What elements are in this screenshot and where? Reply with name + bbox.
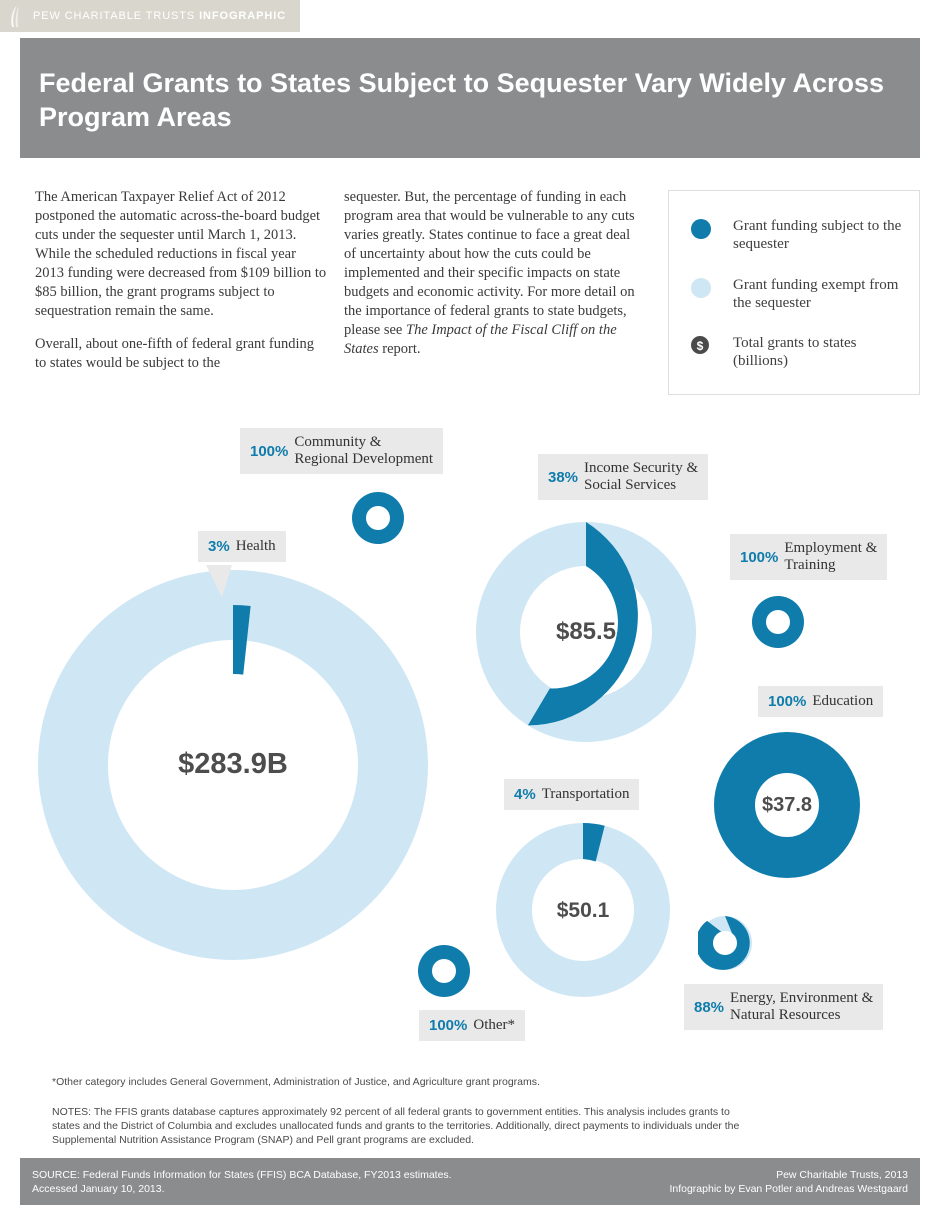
- label-transportation-name: Transportation: [541, 786, 630, 802]
- donut-transportation: [496, 823, 670, 997]
- brand-label: [33, 10, 286, 22]
- source-text: [32, 1168, 452, 1196]
- label-health-name: Health: [235, 538, 276, 554]
- donut-employment: [752, 596, 804, 648]
- footnote-other: *Other category includes General Government, Administration of Justice, and Agriculture grant programs.: [52, 1076, 540, 1088]
- source-line-2: Accessed January 10, 2013.: [32, 1183, 165, 1195]
- donut-transportation-value: $50.1: [556, 899, 610, 922]
- footer-bar: [20, 1158, 920, 1205]
- label-health-pointer-icon: [206, 565, 232, 597]
- intro-column-1: [35, 188, 327, 387]
- label-education-percent: 100%: [768, 693, 807, 710]
- label-transportation-percent: 4%: [514, 786, 536, 803]
- donut-community-value: 3.5: [368, 510, 388, 525]
- donut-energy-value: 4.9: [716, 935, 734, 949]
- label-income-percent: 38%: [548, 468, 579, 486]
- label-energy-percent: 88%: [694, 998, 725, 1016]
- label-health-percent: 3%: [208, 538, 230, 555]
- label-community: [240, 428, 443, 474]
- intro-paragraph-3: [344, 188, 636, 359]
- credit-text: [669, 1168, 908, 1196]
- label-community-name: Community & Regional Development: [294, 434, 434, 467]
- credit-line-1: Pew Charitable Trusts, 2013: [776, 1169, 908, 1181]
- dollar-marker-icon: $: [691, 336, 709, 354]
- legend-subject-swatch-icon: [691, 219, 711, 239]
- label-employment-name: Employment & Training: [784, 540, 878, 573]
- label-other: [419, 1010, 525, 1041]
- label-energy: [684, 984, 883, 1030]
- donut-education-value: $37.8: [761, 794, 813, 816]
- intro-paragraph-1: The American Taxpayer Relief Act of 2012 postponed the automatic across-the-board budget cuts under the sequester until March 1, 2013. While the scheduled reductions in fiscal year 2013 funding were decreased from $109 billion to $85 billion, the grant programs subject to sequestration remain the same.: [35, 189, 327, 319]
- intro-text-b: report.: [378, 341, 421, 357]
- label-education: [758, 686, 883, 717]
- label-employment-percent: 100%: [740, 548, 779, 566]
- donut-education: [714, 732, 860, 878]
- donut-income-value: $85.5: [555, 618, 617, 645]
- donut-energy: [698, 916, 752, 970]
- donut-health-value: $283.9B: [178, 748, 288, 780]
- label-energy-name: Energy, Environment & Natural Resources: [730, 990, 874, 1023]
- label-education-name: Education: [812, 693, 874, 709]
- legend-exempt-label: Grant funding exempt from the sequester: [733, 277, 899, 311]
- brand-label-plain: PEW CHARITABLE TRUSTS: [33, 10, 200, 22]
- legend-subject-label: Grant funding subject to the sequester: [733, 218, 902, 252]
- notes-text: NOTES: The FFIS grants database captures approximately 92 percent of all federal grants to government entities. This analysis includes grants to states and the District of Columbia and excludes unallocated funds and grants to the territories. Additionally, direct payments to individuals under the Supplemental Nutrition Assistance Program (SNAP) and Pell grant programs are excluded.: [52, 1106, 740, 1146]
- intro-text-a: sequester. But, the percentage of funding in each program area that would be vulnerable to any cuts varies greatly. States continue to face a great deal of uncertainty about how the cuts could be implemented and their specific impacts on state budgets and economic activity. For more detail on the importance of federal grants to state budgets, please see: [344, 189, 635, 338]
- donut-other-value: 4.4: [434, 963, 454, 978]
- brand-bar: [0, 0, 300, 32]
- label-employment: [730, 534, 887, 580]
- label-health: [198, 531, 286, 562]
- donut-employment-value: 3.6: [768, 614, 788, 629]
- label-community-percent: 100%: [250, 442, 289, 460]
- legend-exempt-swatch-icon: [691, 278, 711, 298]
- page-title: Federal Grants to States Subject to Sequester Vary Widely Across Program Areas: [39, 68, 885, 132]
- label-transportation: [504, 779, 639, 810]
- source-line-1: SOURCE: Federal Funds Information for States (FFIS) BCA Database, FY2013 estimates.: [32, 1169, 452, 1181]
- label-other-percent: 100%: [429, 1017, 468, 1034]
- label-income-security: [538, 454, 708, 500]
- donut-health: [38, 570, 428, 960]
- label-other-name: Other*: [473, 1017, 516, 1033]
- donut-chart-area: [0, 410, 940, 1070]
- label-income-name: Income Security & Social Services: [584, 460, 699, 493]
- donut-income-security: [476, 522, 696, 742]
- report-title: The Impact of the Fiscal Cliff on the States: [344, 322, 617, 357]
- brand-label-bold: INFOGRAPHIC: [199, 10, 286, 22]
- header-banner: [20, 38, 920, 158]
- intro-paragraph-2: Overall, about one-fifth of federal grant funding to states would be subject to the: [35, 336, 315, 371]
- donut-community: [352, 492, 404, 544]
- legend-total-label: Total grants to states (billions): [733, 335, 857, 369]
- donut-other: [418, 945, 470, 997]
- pew-leaf-icon: [8, 5, 26, 27]
- credit-line-2: Infographic by Evan Potler and Andreas Westgaard: [669, 1183, 908, 1195]
- legend-box: [668, 190, 920, 395]
- intro-column-2: [344, 188, 636, 373]
